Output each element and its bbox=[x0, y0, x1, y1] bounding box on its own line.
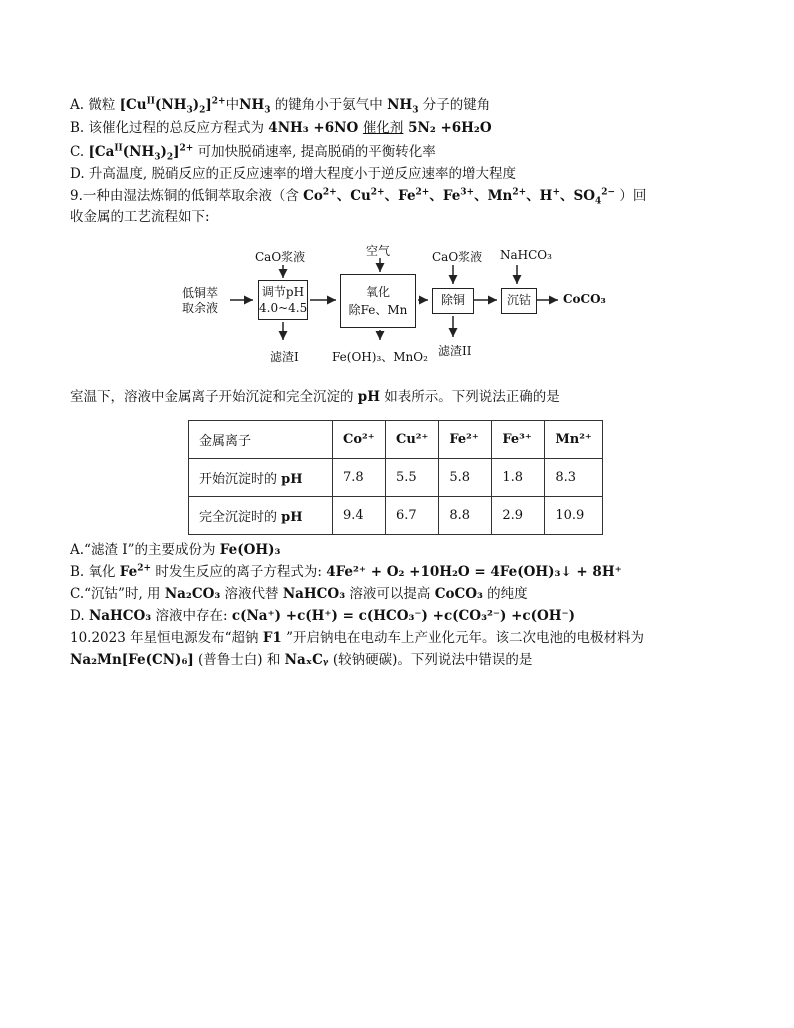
question-10-stem-2: Na₂Mn[Fe(CN)₆] (普鲁士白) 和 NaₓCᵧ (较钠硬碳)。下列说法中错误的是 bbox=[70, 652, 533, 668]
flow-step-remove-copper: 除铜 bbox=[432, 288, 474, 314]
ph-table bbox=[188, 420, 603, 535]
question-9-stem-2: 收金属的工艺流程如下: bbox=[70, 209, 210, 225]
table-cell: 9.4 bbox=[333, 497, 386, 535]
process-flow-diagram bbox=[180, 240, 620, 370]
option-9b: B. 氧化 $Fe^{2+}$ 时发生反应的离子方程式为: 4Fe²⁺ + O₂ +10H₂O = 4Fe(OH)₃↓ + 8H⁺ bbox=[70, 563, 622, 580]
flow-step2-input: 空气 bbox=[366, 244, 391, 258]
table-ion: Fe³⁺ bbox=[492, 421, 545, 459]
table-cell: 8.3 bbox=[545, 459, 602, 497]
question-10-stem: 10.2023 年星恒电源发布“超钠 F1 ”开启钠电在电动车上产业化元年。该二次电池的电极材料为 bbox=[70, 630, 644, 646]
table-intro: 室温下，溶液中金属离子开始沉淀和完全沉淀的 pH 如表所示。下列说法正确的是 bbox=[70, 389, 560, 405]
table-cell: 5.5 bbox=[386, 459, 439, 497]
option-8d: D. 升高温度, 脱硝反应的正反应速率的增大程度小于逆反应速率的增大程度 bbox=[70, 166, 517, 182]
table-ion: Co²⁺ bbox=[333, 421, 386, 459]
flow-input: 低铜萃 取余液 bbox=[182, 286, 219, 315]
table-cell: 6.7 bbox=[386, 497, 439, 535]
option-9c: C.“沉钴”时, 用 Na₂CO₃ 溶液代替 NaHCO₃ 溶液可以提高 CoCO₃ 的纯度 bbox=[70, 586, 528, 602]
flow-step1-output: 滤渣I bbox=[270, 350, 299, 364]
flow-step-oxidize: 氧化 除Fe、Mn bbox=[340, 274, 416, 328]
option-8c: C. $[Ca^{II}(NH_3)_2]^{2+}$ 可加快脱硝速率, 提高脱硝的平衡转化率 bbox=[70, 143, 436, 163]
table-cell: 8.8 bbox=[439, 497, 492, 535]
option-9d: D. NaHCO₃ 溶液中存在: c(Na⁺) +c(H⁺) = c(HCO₃⁻) +c(CO₃²⁻) +c(OH⁻) bbox=[70, 608, 576, 624]
flow-step-adjust-ph: 调节pH 4.0~4.5 bbox=[258, 280, 308, 320]
table-row-label: 开始沉淀时的 pH bbox=[189, 459, 333, 497]
flow-step1-input: CaO浆液 bbox=[255, 250, 306, 264]
table-row bbox=[189, 497, 603, 535]
table-row-label: 完全沉淀时的 pH bbox=[189, 497, 333, 535]
table-cell: 7.8 bbox=[333, 459, 386, 497]
table-cell: 1.8 bbox=[492, 459, 545, 497]
table-cell: 2.9 bbox=[492, 497, 545, 535]
table-ion: Cu²⁺ bbox=[386, 421, 439, 459]
flow-step3-input: CaO浆液 bbox=[432, 250, 483, 264]
flow-product: CoCO₃ bbox=[563, 292, 606, 306]
option-8b: B. 该催化过程的总反应方程式为 4NH₃ +6NO 催化剂 5N₂ +6H₂O bbox=[70, 120, 492, 136]
table-cell: 5.8 bbox=[439, 459, 492, 497]
option-9a: A.“滤渣 I”的主要成份为 Fe(OH)₃ bbox=[70, 542, 281, 558]
flow-step4-input: NaHCO₃ bbox=[500, 248, 552, 262]
table-row bbox=[189, 459, 603, 497]
option-8a: A. 微粒 $[Cu^{II}(NH_3)_2]^{2+}$中$NH_3$ 的键角小于氨气中 $NH_3$ 分子的键角 bbox=[70, 96, 491, 116]
flow-step3-output: 滤渣II bbox=[438, 344, 472, 358]
flow-step-cobalt-precipitation: 沉钴 bbox=[501, 288, 537, 314]
table-ion: Fe²⁺ bbox=[439, 421, 492, 459]
flow-step2-output: Fe(OH)₃、MnO₂ bbox=[332, 350, 428, 364]
table-ion: Mn²⁺ bbox=[545, 421, 602, 459]
question-9-stem: 9.一种由湿法炼铜的低铜萃取余液（含 $Co^{2+}$、$Cu^{2+}$、$Fe^{2+}$、$Fe^{3+}$、$Mn^{2+}$、H+、$SO_4^{2-}$ ）回 bbox=[70, 187, 647, 207]
table-header-label: 金属离子 bbox=[189, 421, 333, 459]
table-header-row bbox=[189, 421, 603, 459]
table-cell: 10.9 bbox=[545, 497, 602, 535]
